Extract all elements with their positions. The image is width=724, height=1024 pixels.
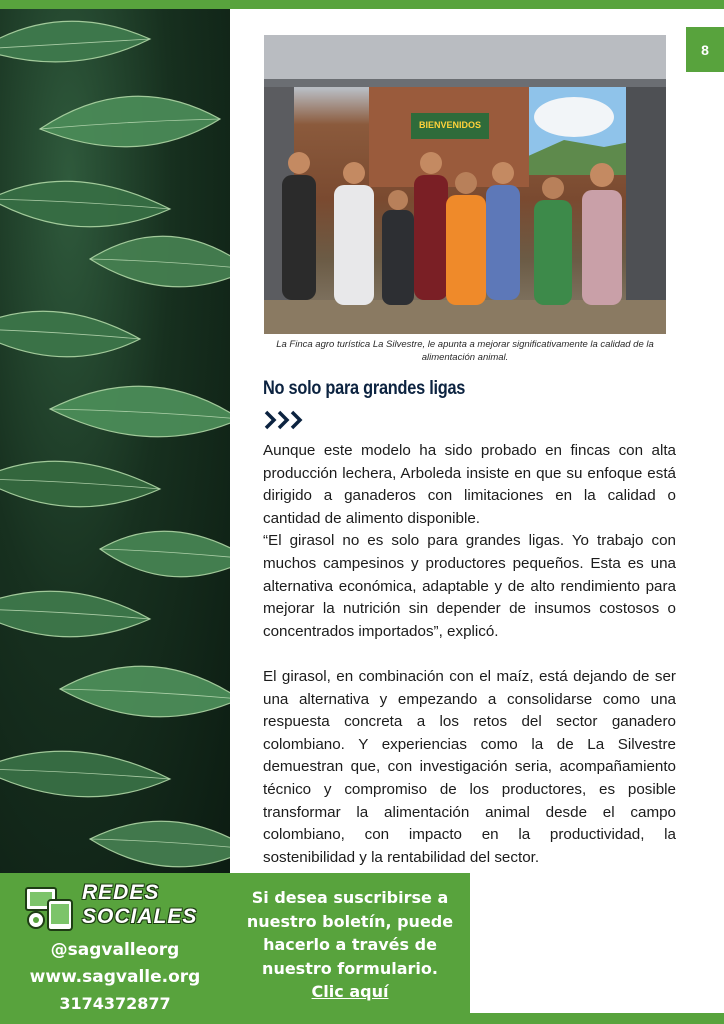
subscribe-footer xyxy=(230,873,470,1013)
bottom-accent-bar xyxy=(0,1013,724,1024)
paragraph: “El girasol no es solo para grandes ligas. Yo trabajo con muchos campesinos y productores pequeños. Esta es una alternativa económica, adaptable y de alto rendimiento para mejorar la nutrición sin depender de insumos costosos o concentrados importados”, explicó. xyxy=(263,532,676,640)
top-accent-bar xyxy=(0,0,724,9)
devices-icon xyxy=(24,882,76,934)
section-title: No solo para grandes ligas xyxy=(263,378,466,399)
chevrons-icon xyxy=(263,409,305,431)
welcome-sign: BIENVENIDOS xyxy=(418,120,482,130)
subscribe-line: nuestro boletín, puede xyxy=(246,911,454,931)
social-title-line2: SOCIALES xyxy=(82,905,198,928)
paragraph: El girasol, en combinación con el maíz, está dejando de ser una alternativa y empezando a consolidarse como una respuesta concreta a los retos del sector ganadero colombiano. Y experiencias como la de La Silvestre demuestran que, con investigación seria, acompañamiento técnico y compromiso de los productores, es posible transformar la alimentación animal desde el campo colombiano, con impacto en la productividad, la sostenibilidad y la rentabilidad del sector. xyxy=(263,667,676,866)
subscribe-line: nuestro formulario. xyxy=(262,958,438,978)
social-title-line1: REDES xyxy=(82,881,160,904)
subscribe-line: hacerlo a través de xyxy=(263,935,437,954)
paragraph: Aunque este modelo ha sido probado en fincas con alta producción lechera, Arboleda insiste en que su enfoque está dirigido a ganaderos con limitaciones en la calidad o cantidad de alimento disponible. xyxy=(263,442,676,527)
social-title xyxy=(82,881,222,929)
subscribe-text xyxy=(230,886,470,1004)
phone-number: 3174372877 xyxy=(59,994,171,1013)
website-link[interactable]: www.sagvalle.org xyxy=(29,967,201,987)
group-photo-illustration xyxy=(264,35,666,334)
subscribe-line: Si desea suscribirse a xyxy=(251,888,449,907)
leaves-illustration xyxy=(0,9,230,873)
page-number: 8 xyxy=(686,27,724,72)
social-handle[interactable]: @sagvalleorg xyxy=(50,940,180,960)
photo-caption: La Finca agro turística La Silvestre, le apunta a mejorar significativamente la calidad de la alimentación animal. xyxy=(276,339,654,363)
article-photo xyxy=(264,35,666,334)
subscribe-link[interactable]: Clic aquí xyxy=(311,982,389,1001)
leaf-background-image xyxy=(0,9,230,873)
article-body xyxy=(263,440,676,869)
social-footer xyxy=(0,873,230,1013)
